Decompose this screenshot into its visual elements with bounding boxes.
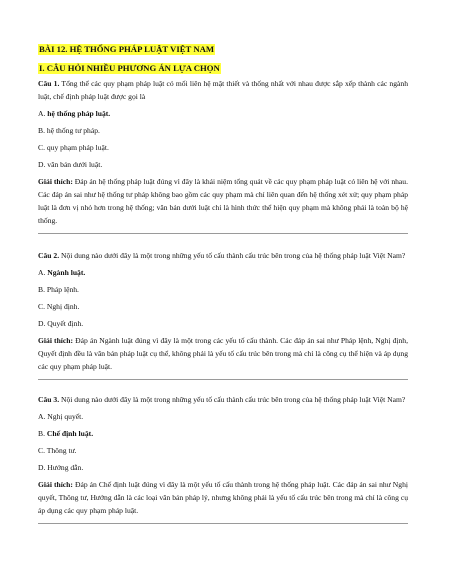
section-heading: I. CÂU HỎI NHIỀU PHƯƠNG ÁN LỰA CHỌN [39, 63, 220, 73]
question-text: Câu 1. Tổng thể các quy phạm pháp luật có mối liên hệ mật thiết và thống nhất với nhau được sắp xếp thành các ngành luật, chế định pháp luật được gọi là [38, 79, 408, 101]
option-c: C. Nghị định. [38, 302, 80, 311]
document-page [38, 38, 408, 524]
question-block [38, 393, 408, 524]
option-d: D. Quyết định. [38, 319, 84, 328]
question-block [38, 77, 408, 234]
option-a: A. Ngành luật. [38, 268, 86, 277]
lesson-title: BÀI 12. HỆ THỐNG PHÁP LUẬT VIỆT NAM [39, 44, 215, 54]
question-text: Câu 2. Nội dung nào dưới đây là một trong những yếu tố cấu thành cấu trúc bên trong của hệ thống pháp luật Việt Nam? [38, 251, 406, 260]
option-c: C. Thông tư. [38, 446, 77, 455]
option-c: C. quy phạm pháp luật. [38, 143, 109, 152]
option-d: D. Hướng dẫn. [38, 463, 84, 472]
question-block [38, 249, 408, 380]
option-d: D. văn bản dưới luật. [38, 160, 103, 169]
option-b: B. Chế định luật. [38, 429, 94, 438]
question-text: Câu 3. Nội dung nào dưới đây là một trong những yếu tố cấu thành cấu trúc bên trong của hệ thống pháp luật Việt Nam? [38, 395, 406, 404]
explanation: Giải thích: Đáp án hệ thống pháp luật đúng vì đây là khái niệm tổng quát về các quy phạm pháp luật có liên hệ với nhau. Các đáp án sai như hệ thống tư pháp không bao gồm các quy phạm mà chỉ liên quan đến hệ thống xét xử; quy phạm pháp luật là đơn vị nhỏ hơn trong hệ thống; văn bản dưới luật chỉ là hình thức thể hiện quy phạm mà không phải là toàn bộ hệ thống. [38, 177, 408, 225]
explanation: Giải thích: Đáp án Ngành luật đúng vì đây là một trong các yếu tố cấu thành. Các đáp án sai như Pháp lệnh, Nghị định, Quyết định đều là văn bản pháp luật cụ thể, không phải là yếu tố cấu trúc bên trong mà chỉ là công cụ thể hiện và áp dụng các quy phạm pháp luật. [38, 336, 409, 371]
option-b: B. Pháp lệnh. [38, 285, 79, 294]
divider [38, 523, 408, 524]
option-a: A. hệ thống pháp luật. [38, 109, 111, 118]
option-a: A. Nghị quyết. [38, 412, 84, 421]
explanation: Giải thích: Đáp án Chế định luật đúng vì đây là một yếu tố cấu thành trong hệ thống pháp luật. Các đáp án sai như Nghị quyết, Thông tư, Hướng dẫn là các loại văn bản pháp lý, nhưng không phải là yếu tố cấu trúc bên trong mà chỉ là công cụ áp dụng các quy phạm pháp luật. [38, 480, 408, 515]
option-b: B. hệ thống tư pháp. [38, 126, 100, 135]
